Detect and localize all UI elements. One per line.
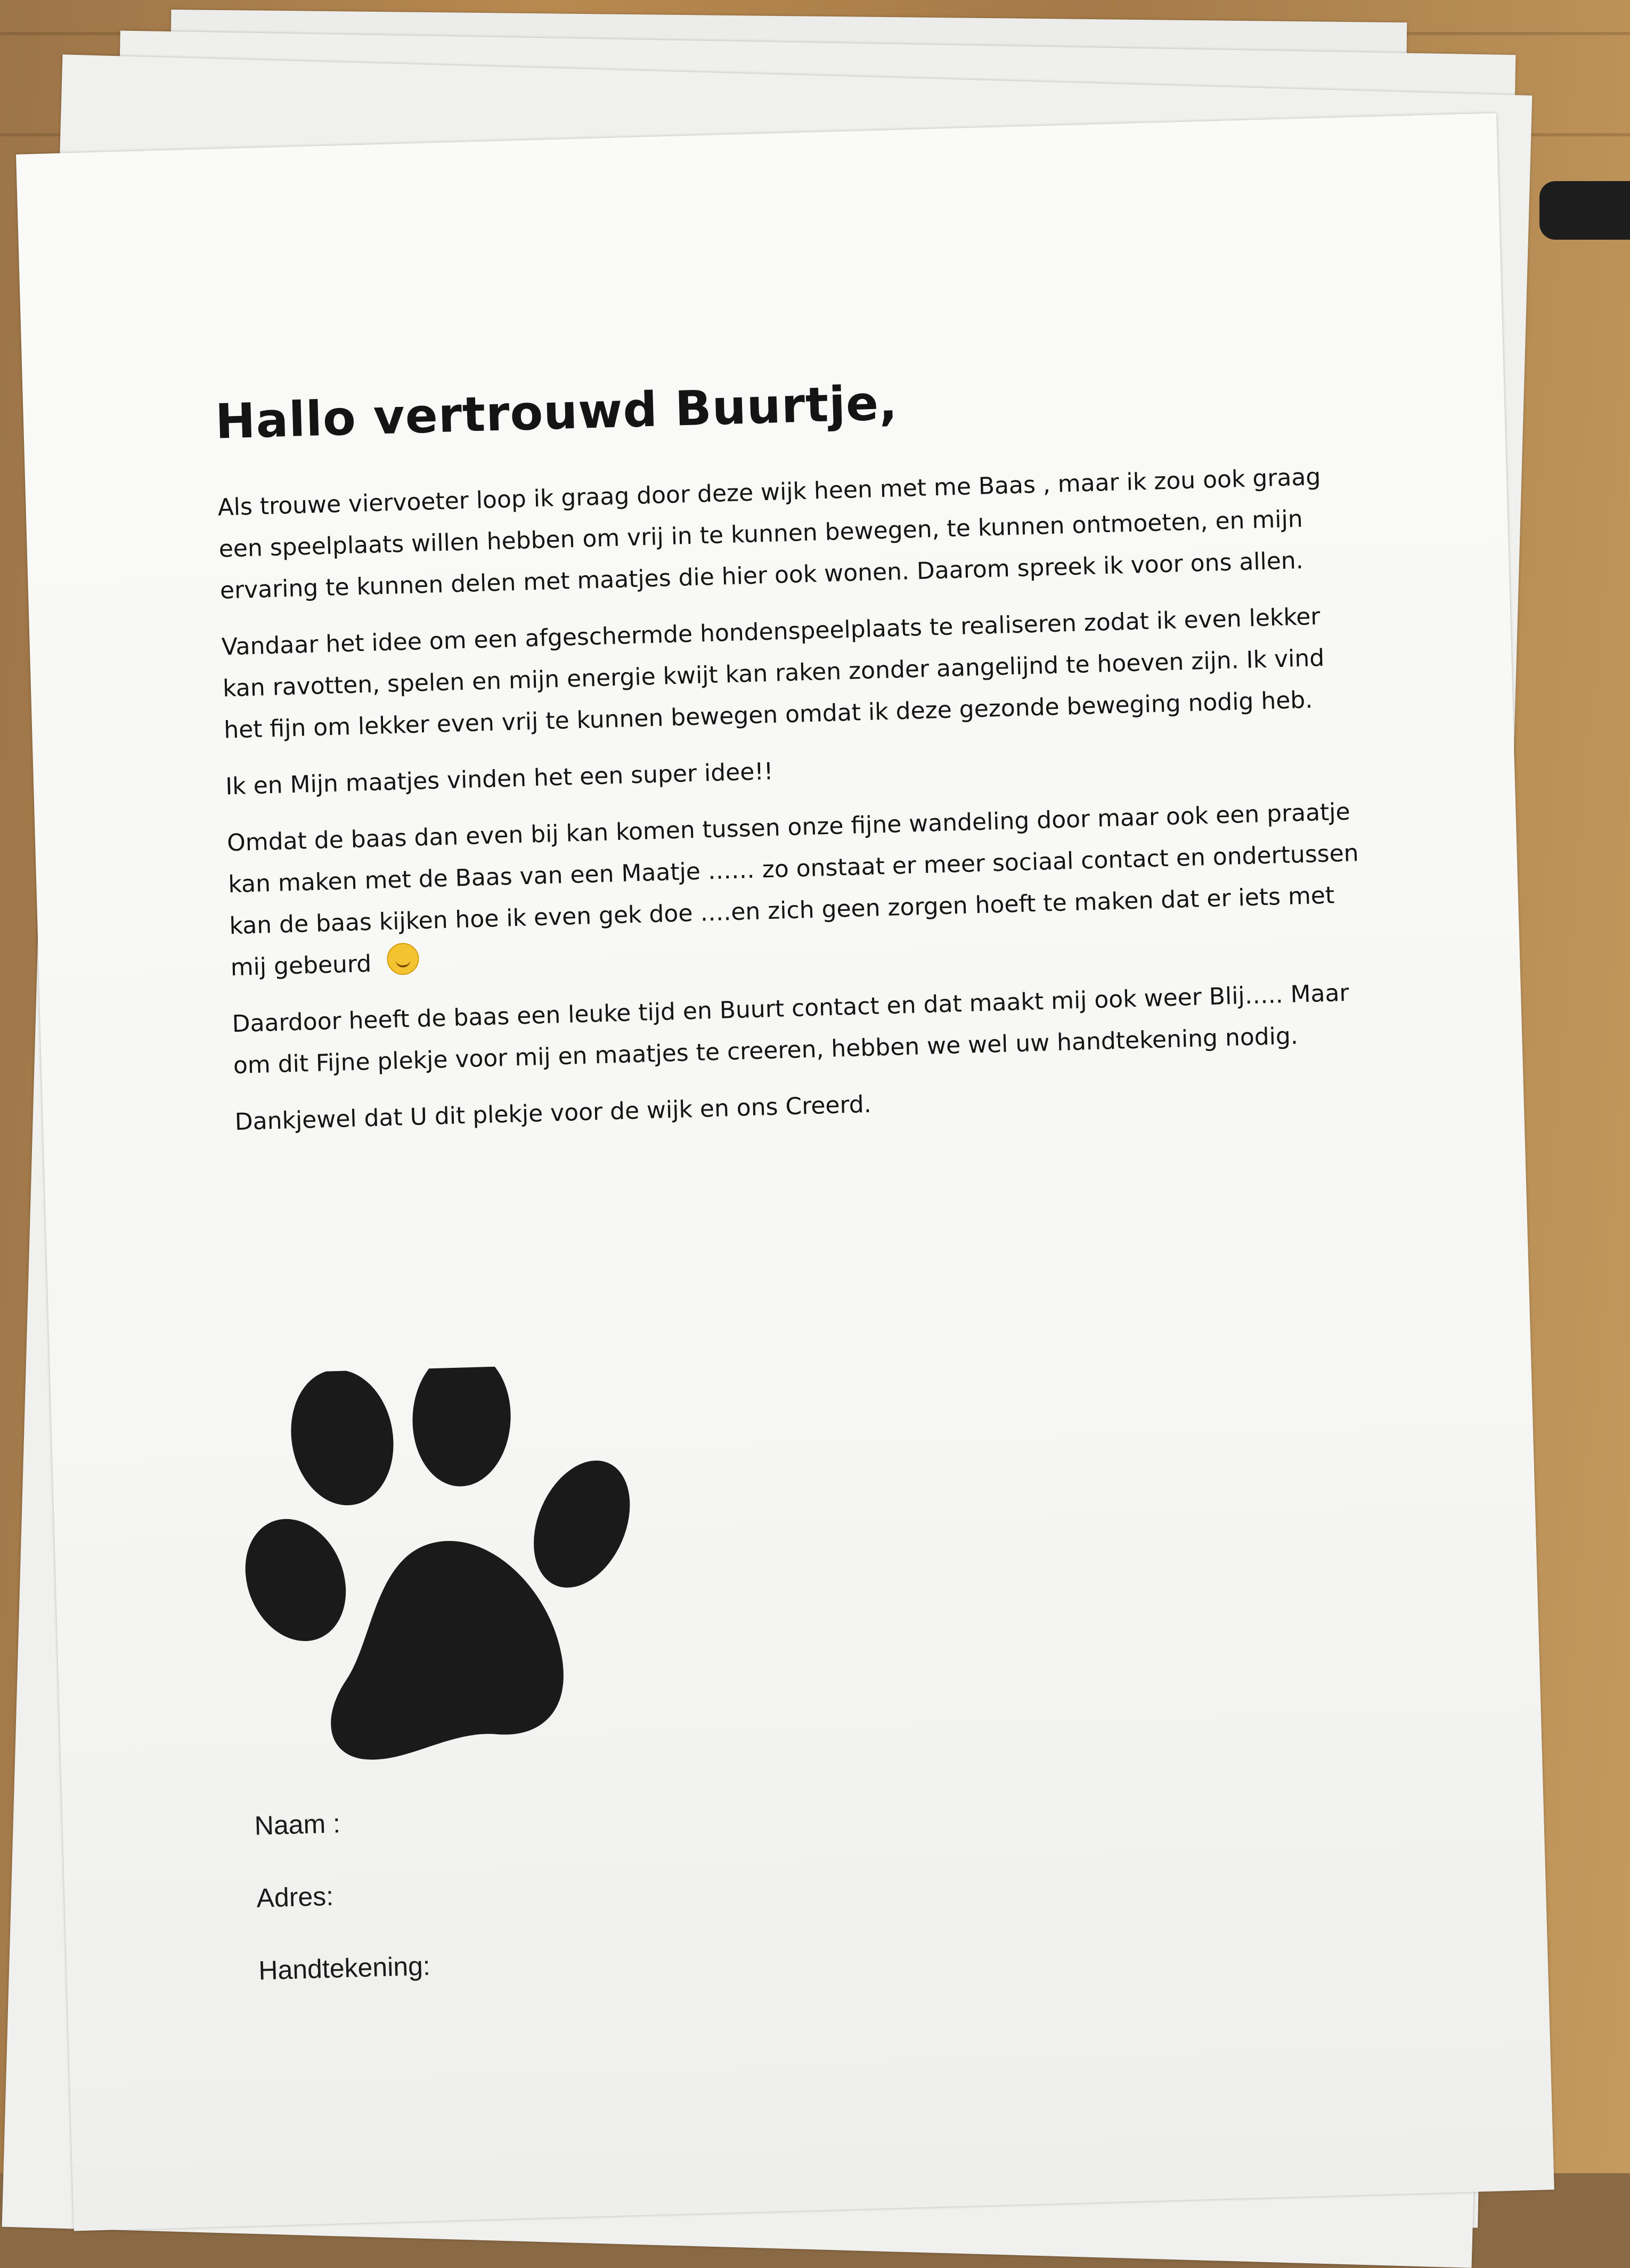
letter-paragraph-text: Omdat de baas dan even bij kan komen tussen onze fijne wandeling door maar ook een praatje kan maken met de Baas van een Maatje …… zo onstaat er meer sociaal contact en ondertussen kan de baas kijken hoe ik even gek doe ….en zich geen zorgen hoeft te maken dat er iets met mij gebeurd [226,798,1359,982]
cable-plug [1539,181,1630,240]
letter-page [16,113,1554,2231]
smiling-face-icon [387,942,420,975]
letter-paragraph: Ik en Mijn maatjes vinden het een super idee!! [225,757,774,801]
letter-paragraph: Vandaar het idee om een afgeschermde hondenspeelplaats te realiseren zodat ik even lekker kan ravotten, spelen en mijn energie kwijt kan raken zonder aangelijnd te hoeven zijn. Ik vind het fijn om lekker even vrij te kunnen bewegen omdat ik deze gezonde beweging nodig heb. [221,602,1325,744]
letter-paragraph: Als trouwe viervoeter loop ik graag door deze wijk heen met me Baas , maar ik zou ook graag een speelplaats willen hebben om vrij in te kunnen bewegen, te kunnen ontmoeten, en mijn ervaring te kunnen delen met maatjes die hier ook wonen. Daarom spreek ik voor ons allen. [217,463,1321,605]
letter-paragraph-with-emoji [226,790,1376,989]
letter-paragraph: Daardoor heeft de baas een leuke tijd en Buurt contact en dat maakt mij ook weer Blij….. Maar om dit Fijne plekje voor mij en maatjes te creeren, hebben we wel uw handtekening nodig. [232,979,1350,1080]
name-field-label: Naam : [254,1808,341,1841]
signature-form [254,1806,432,2028]
letter-body [215,362,1381,1158]
paw-print-icon [237,1362,674,1789]
letter-greeting: Hallo vertrouwd Buurtje, [214,374,899,450]
signature-field-label: Handtekening: [258,1951,431,1986]
letter-paragraph: Dankjewel dat U dit plekje voor de wijk en ons Creerd. [234,1090,872,1136]
address-field-label: Adres: [256,1881,334,1913]
